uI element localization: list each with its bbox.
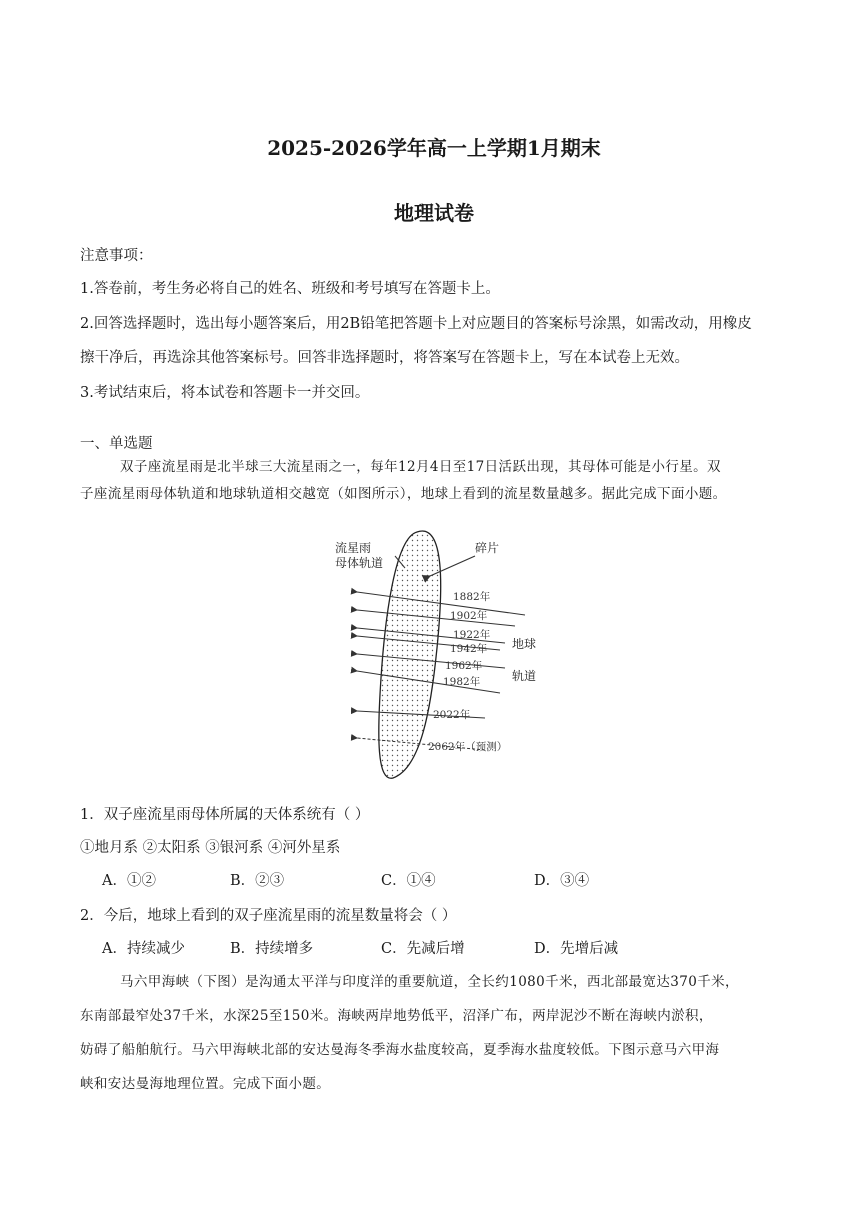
passage-meteor: [80, 454, 795, 508]
notice-item-2-cont: 擦干净后，再选涂其他答案标号。回答非选择题时，将答案写在答题卡上，写在本试卷上无效。: [80, 350, 689, 366]
question-1-statements: ①地月系 ②太阳系 ③银河系 ④河外星系: [80, 840, 341, 856]
question-1-option-d: D．③④: [534, 873, 590, 889]
question-1-option-b: B．②③: [230, 873, 285, 889]
meteor-orbit-figure: [325, 528, 545, 784]
question-2-option-d: D．先增后减: [534, 941, 619, 957]
figure-label-earth-orbit: 轨道: [512, 669, 537, 683]
figure-label-orbit-2: 母体轨道: [335, 556, 384, 570]
passage-meteor-line-1: 双子座流星雨是北半球三大流星雨之一，每年12月4日至17日活跃出现，其母体可能是小行星。双: [120, 459, 721, 475]
year-label-1942: 1942年: [450, 643, 488, 655]
year-label-1982: 1982年: [443, 676, 481, 688]
figure-label-orbit-1: 流星雨: [335, 541, 372, 555]
year-label-1882: 1882年: [453, 591, 491, 603]
passage-malacca: [80, 965, 795, 1101]
question-1-option-a: A．①②: [102, 873, 156, 889]
exam-title: 2025-2026学年高一上学期1月期末: [267, 136, 601, 160]
year-label-1922: 1922年: [453, 629, 491, 641]
question-2-option-a: A．持续减少: [102, 941, 185, 957]
notice-item-3: 3.考试结束后，将本试卷和答题卡一并交回。: [80, 385, 370, 401]
passage-meteor-line-2: 子座流星雨母体轨道和地球轨道相交越宽（如图所示），地球上看到的流星数量越多。据此完成下面小题。: [80, 486, 727, 502]
year-label-2022: 2022年: [433, 709, 471, 721]
notice-item-1: 1.答卷前，考生务必将自己的姓名、班级和考号填写在答题卡上。: [80, 281, 500, 297]
notice-heading: 注意事项：: [80, 248, 153, 264]
question-2-stem: 2．今后，地球上看到的双子座流星雨的流星数量将会（ ）: [80, 908, 457, 924]
question-1-option-c: C．①④: [381, 873, 436, 889]
passage-malacca-line-1: 马六甲海峡（下图）是沟通太平洋与印度洋的重要航道，全长约1080千米，西北部最宽达370千米，: [120, 974, 739, 990]
exam-subject-title: 地理试卷: [394, 201, 474, 225]
passage-malacca-line-4: 峡和安达曼海地理位置。完成下面小题。: [80, 1076, 331, 1092]
year-label-1962: 1962年: [445, 660, 483, 672]
notice-item-2: 2.回答选择题时，选出每小题答案后，用2B铅笔把答题卡上对应题目的答案标号涂黑，如需改动，用橡皮: [80, 316, 752, 332]
year-label-2062: 2062年（预测）: [428, 741, 508, 753]
figure-label-debris: 碎片: [475, 541, 500, 555]
question-2-option-b: B．持续增多: [230, 941, 314, 957]
figure-label-earth: 地球: [512, 637, 537, 651]
section-title: 一、单选题: [80, 436, 153, 452]
question-2-option-c: C．先减后增: [381, 941, 465, 957]
passage-malacca-line-3: 妨碍了船舶航行。马六甲海峡北部的安达曼海冬季海水盐度较高，夏季海水盐度较低。下图示意马六甲海: [80, 1042, 720, 1058]
question-1-stem: 1．双子座流星雨母体所属的天体系统有（ ）: [80, 807, 370, 823]
passage-malacca-line-2: 东南部最窄处37千米，水深25至150米。海峡两岸地势低平，沼泽广布，两岸泥沙不断在海峡内淤积，: [80, 1008, 713, 1024]
year-label-1902: 1902年: [450, 610, 488, 622]
